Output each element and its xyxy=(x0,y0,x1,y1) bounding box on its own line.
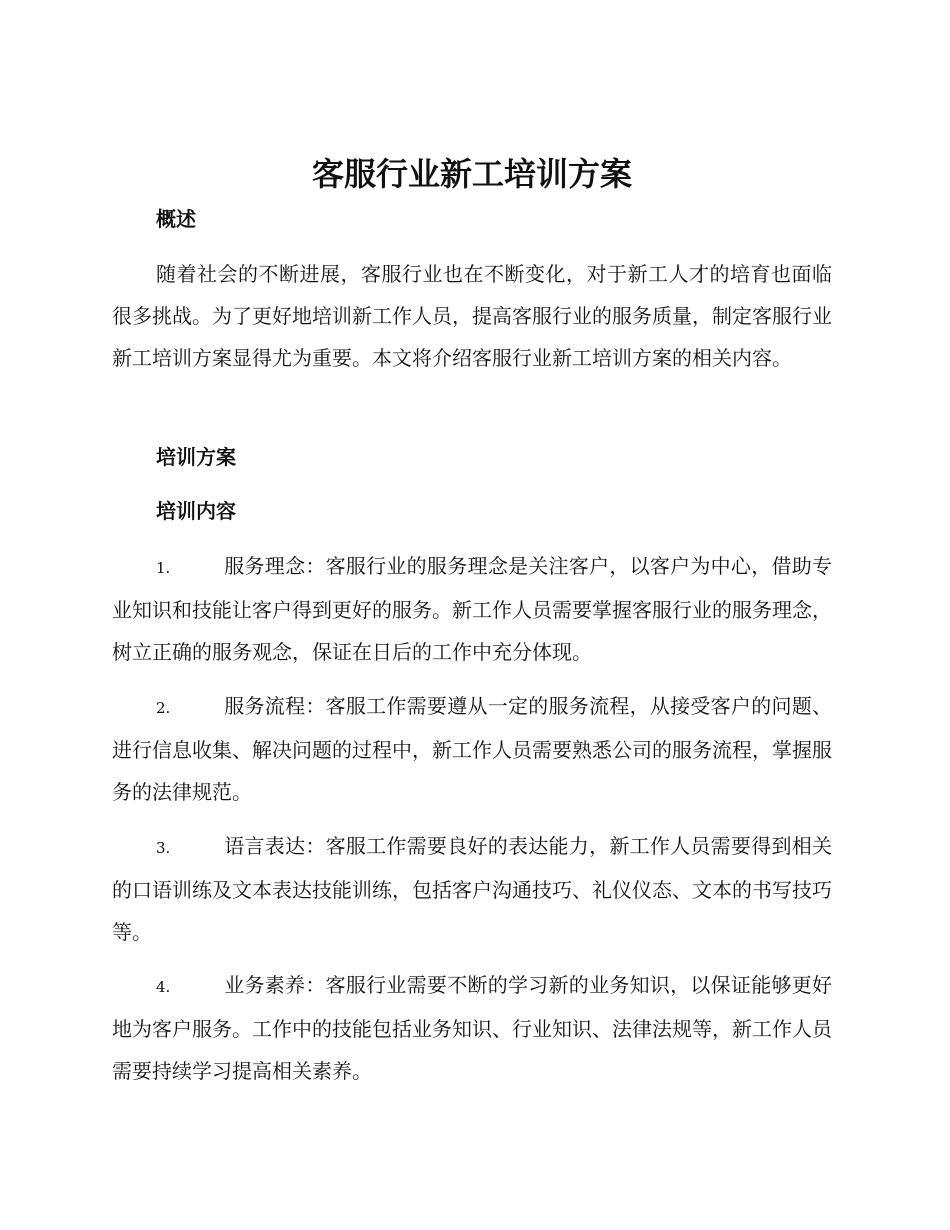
list-item-number: 2. xyxy=(156,699,171,717)
section-heading-content: 培训内容 xyxy=(156,499,236,523)
section-heading-plan: 培训方案 xyxy=(156,445,236,469)
list-item-text: 业务素养：客服行业需要不断的学习新的业务知识，以保证能够更好地为客户服务。工作中的技能包括业务知识、行业知识、法律法规等，新工作人员需要持续学习提高相关素养。 xyxy=(112,973,832,1083)
list-item-4 xyxy=(112,964,832,1092)
section-heading-overview: 概述 xyxy=(156,207,196,231)
list-item-2 xyxy=(112,685,832,813)
list-item-number: 3. xyxy=(156,839,171,857)
list-item-number: 4. xyxy=(156,978,171,996)
list-item-text: 服务流程：客服工作需要遵从一定的服务流程，从接受客户的问题、进行信息收集、解决问题的过程中，新工作人员需要熟悉公司的服务流程，掌握服务的法律规范。 xyxy=(112,694,832,804)
list-item-3 xyxy=(112,825,832,953)
list-item-text: 服务理念：客服行业的服务理念是关注客户，以客户为中心，借助专业知识和技能让客户得到更好的服务。新工作人员需要掌握客服行业的服务理念，树立正确的服务观念，保证在日后的工作中充分体现。 xyxy=(112,554,832,664)
list-item-number: 1. xyxy=(156,559,171,577)
document-title: 客服行业新工培训方案 xyxy=(311,155,632,193)
list-item-1 xyxy=(112,545,832,673)
overview-paragraph: 随着社会的不断进展，客服行业也在不断变化，对于新工人才的培育也面临很多挑战。为了更好地培训新工作人员，提高客服行业的服务质量，制定客服行业新工培训方案显得尤为重要。本文将介绍客服行业新工培训方案的相关内容。 xyxy=(112,262,832,370)
list-item-text: 语言表达：客服工作需要良好的表达能力，新工作人员需要得到相关的口语训练及文本表达技能训练，包括客户沟通技巧、礼仪仪态、文本的书写技巧等。 xyxy=(112,834,832,944)
